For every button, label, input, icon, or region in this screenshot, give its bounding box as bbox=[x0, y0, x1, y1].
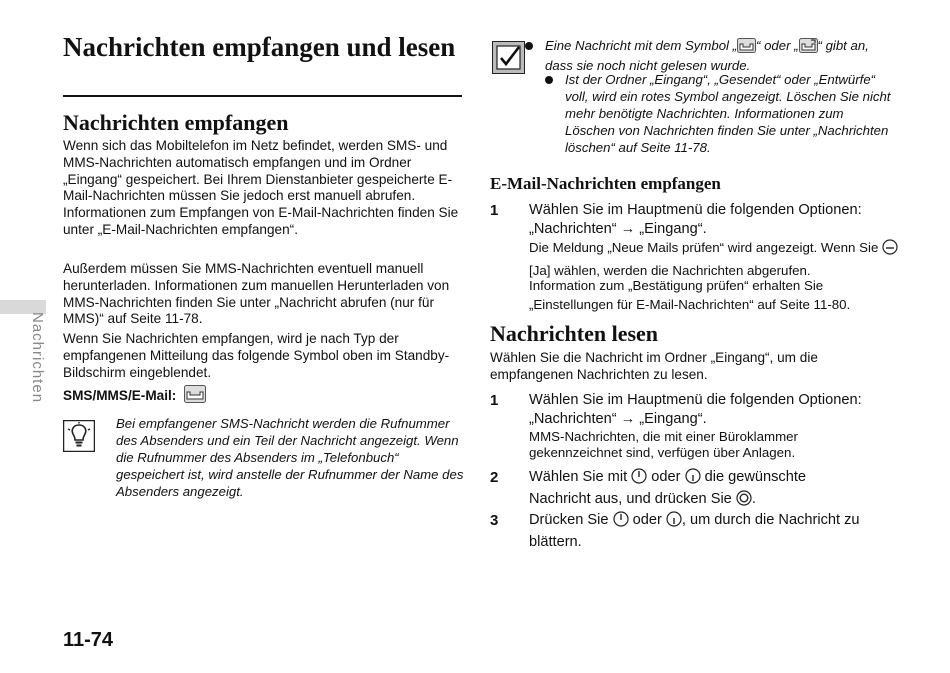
read-step-2-text-d: Nachricht aus, und drücken Sie bbox=[529, 490, 736, 507]
unread-message-icon bbox=[737, 38, 756, 58]
nav-up-key-icon bbox=[613, 511, 629, 533]
softkey-icon bbox=[882, 239, 898, 261]
sms-label: SMS/MMS/E-Mail: bbox=[63, 388, 177, 403]
note-2-text: Ist der Ordner „Eingang“, „Gesendet“ oder „Entwürfe“ voll, wird ein rotes Symbol angezeigt. Löschen Sie nicht mehr benötigte Nachrichten. Informationen zum Löschen von Nachrichten finden Sie unter „Nachrichten löschen“ auf Seite 11-78. bbox=[565, 72, 891, 155]
read-step-2 bbox=[529, 468, 899, 511]
read-step-2-line2 bbox=[529, 490, 899, 512]
sms-mms-email-row bbox=[63, 385, 206, 408]
read-step-1-line1: Wählen Sie im Hauptmenü die folgenden Optionen: bbox=[529, 392, 862, 408]
email-sub1-text-a: Die Meldung „Neue Mails prüfen“ wird angezeigt. Wenn Sie bbox=[529, 240, 883, 255]
read-step-2-text-b: oder bbox=[647, 469, 685, 485]
read-step-3-line1 bbox=[529, 511, 899, 533]
section-heading-read: Nachrichten lesen bbox=[490, 321, 659, 346]
note-bullet-1 bbox=[545, 38, 895, 75]
read-step-3 bbox=[529, 511, 899, 551]
nav-up-key-icon bbox=[631, 468, 647, 490]
read-step-2-text-a: Wählen Sie mit bbox=[529, 469, 632, 485]
email-step-line1: Wählen Sie im Hauptmenü die folgenden Optionen: bbox=[529, 202, 862, 218]
page-title: Nachrichten empfangen und lesen bbox=[63, 32, 456, 62]
read-step-1 bbox=[529, 391, 899, 428]
paragraph-1: Wenn sich das Mobiltelefon im Netz befindet, werden SMS- und MMS-Nachrichten automatisch empfangen und im Ordner „Eingang“ gespeichert. Bei Ihrem Dienstanbieter gespeicherte E-Mail-Nachrichten müssen Sie jedoch erst manuell abrufen. Informationen zum Empfangen von E-Mail-Nachrichten finden Sie unter „E-Mail-Nachrichten empfangen“. bbox=[63, 138, 459, 237]
read-step-1-number: 1 bbox=[490, 392, 499, 409]
unread-message-icon bbox=[184, 385, 206, 408]
email-step-sub2: Information zum „Bestätigung prüfen“ erhalten Sie „Einstellungen für E-Mail-Nachrichten“ auf Seite 11-80. bbox=[529, 278, 851, 312]
read-step-3-number: 3 bbox=[490, 512, 499, 529]
read-step-3-text-b: oder bbox=[628, 512, 666, 528]
section-heading-receive: Nachrichten empfangen bbox=[63, 110, 289, 135]
side-label: Nachrichten bbox=[29, 312, 46, 404]
note-checkmark-icon bbox=[492, 41, 525, 74]
email-step-number: 1 bbox=[490, 202, 499, 219]
paragraph-3: Wenn Sie Nachrichten empfangen, wird je nach Typ der empfangenen Mitteilung das folgende Symbol oben im Standby-Bildschirm eingeblendet. bbox=[63, 331, 450, 380]
tip-text: Bei empfangener SMS-Nachricht werden die Rufnummer des Absenders und ein Teil der Nachricht angezeigt. Wenn die Rufnummer des Absenders im „Telefonbuch“ gespeichert ist, wird anstelle der Rufnummer der Name des Absenders angezeigt. bbox=[116, 416, 464, 499]
read-step-2-text-c: die gewünschte bbox=[700, 469, 807, 485]
read-step-2-line1 bbox=[529, 468, 899, 490]
read-step-1-sub: MMS-Nachrichten, die mit einer Büroklammer gekennzeichnet sind, verfügen über Anlagen. bbox=[529, 429, 798, 461]
read-step-3-text-a: Drücken Sie bbox=[529, 512, 613, 528]
note-bullet-2 bbox=[565, 72, 895, 157]
read-step-3-text-c: , um durch die Nachricht zu bbox=[681, 512, 860, 528]
page-number: 11-74 bbox=[63, 629, 114, 651]
bullet-dot bbox=[545, 76, 553, 84]
tip-lightbulb-icon bbox=[63, 420, 95, 452]
note-1-text-c: “ gibt an, dass sie noch nicht gelesen wurde. bbox=[545, 38, 869, 73]
email-step-sub1 bbox=[529, 238, 899, 280]
note-1-text-a: Eine Nachricht mit dem Symbol „ bbox=[545, 38, 738, 53]
nav-down-key-icon bbox=[666, 511, 682, 533]
unread-message-attachment-icon bbox=[799, 38, 818, 58]
read-step-2-number: 2 bbox=[490, 469, 499, 486]
email-step-line2: „Nachrichten“ → „Eingang“. bbox=[529, 220, 707, 237]
nav-down-key-icon bbox=[685, 468, 701, 490]
read-step-3-line2: blättern. bbox=[529, 533, 582, 550]
title-rule bbox=[63, 95, 462, 97]
read-step-2-text-e: . bbox=[751, 490, 756, 507]
note-1-text-b: “ oder „ bbox=[756, 38, 799, 53]
email-step bbox=[529, 201, 899, 238]
center-key-icon bbox=[736, 490, 752, 512]
paragraph-2: Außerdem müssen Sie MMS-Nachrichten eventuell manuell herunterladen. Informationen zum manuellen Herunterladen von MMS-Nachrichten finden Sie unter „Nachricht abrufen (nur für MMS)“ auf Seite 11-78. bbox=[63, 261, 450, 327]
bullet-dot bbox=[525, 42, 533, 50]
read-intro: Wählen Sie die Nachricht im Ordner „Eingang“, um die empfangenen Nachrichten zu lesen. bbox=[490, 350, 818, 382]
read-step-1-line2: „Nachrichten“ → „Eingang“. bbox=[529, 410, 707, 427]
email-sub1-text-b: [Ja] wählen, werden die Nachrichten abgerufen. bbox=[529, 262, 811, 278]
section-heading-email: E-Mail-Nachrichten empfangen bbox=[490, 174, 721, 193]
